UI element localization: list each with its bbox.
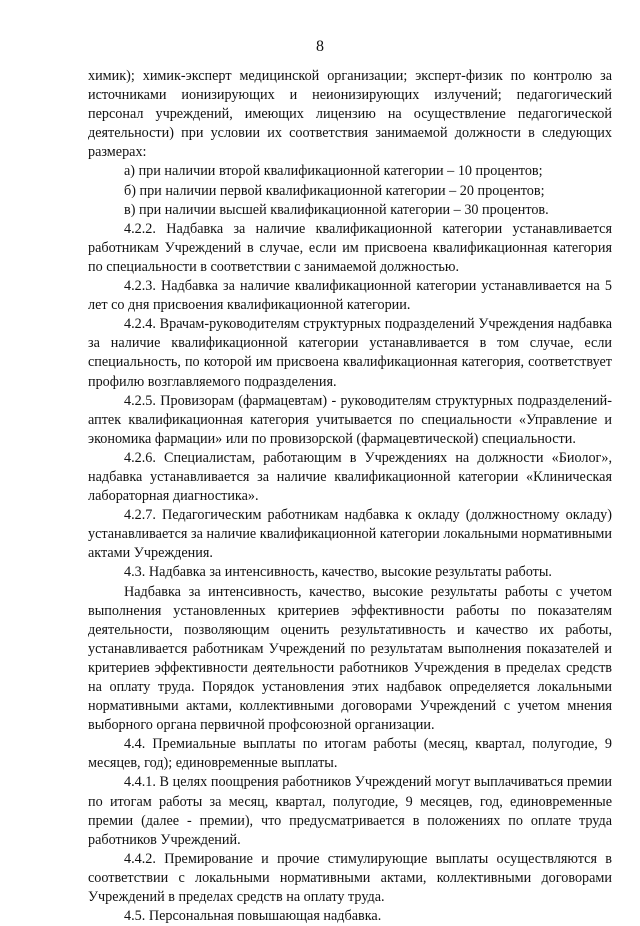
paragraph: 4.2.3. Надбавка за наличие квалификационной категории устанавливается на 5 лет со дня присвоения квалификационной категории. — [88, 278, 612, 314]
paragraph: 4.3. Надбавка за интенсивность, качество, высокие результаты работы. — [124, 564, 552, 581]
paragraph: в) при наличии высшей квалификационной категории – 30 процентов. — [124, 201, 549, 218]
paragraph: химик); химик-эксперт медицинской организации; эксперт-физик по контролю за источниками ионизирующих и неионизирующих излучений; педагогический персонал учреждений, имеющих лицензию на осуществление педагогической деятельности) при условии их соответствия занимаемой должности в следующих размерах: — [88, 68, 612, 161]
paragraph: Надбавка за интенсивность, качество, высокие результаты работы с учетом выполнения установленных критериев эффективности работы по показателям деятельности, позволяющим оценить результативность и качество их работы, устанавливается работникам Учреждений по результатам выполнения показателей и критериев эффективности деятельности работников Учреждения в пределах средств на оплату труда. Порядок установления этих надбавок определяется локальными нормативными актами, коллективными договорами Учреждений с учетом мнения выборного органа первичной профсоюзной организации. — [88, 583, 612, 734]
paragraph: б) при наличии первой квалификационной категории – 20 процентов; — [124, 182, 545, 199]
paragraph: 4.2.6. Специалистам, работающим в Учреждениях на должности «Биолог», надбавка устанавливается за наличие квалификационной категории «Клиническая лабораторная диагностика». — [88, 449, 612, 505]
paragraph: 4.2.4. Врачам-руководителям структурных подразделений Учреждения надбавка за наличие квалификационной категории устанавливается в том случае, если специальность, по которой им присвоена квалификационная категория, соответствует профилю возглавляемого подразделения. — [88, 316, 612, 390]
paragraph: 4.5. Персональная повышающая надбавка. — [124, 908, 382, 925]
paragraph: 4.2.5. Провизорам (фармацевтам) - руководителям структурных подразделений-аптек квалификационная категория учитывается по специальности «Управление и экономика фармации» или по провизорской (фармацевтической) специальности. — [88, 392, 612, 447]
paragraph: 4.4. Премиальные выплаты по итогам работы (месяц, квартал, полугодие, 9 месяцев, год); единовременные выплаты. — [88, 736, 612, 772]
paragraph: 4.2.2. Надбавка за наличие квалификационной категории устанавливается работникам Учреждений в случае, если им присвоена квалификационная категория по специальности в соответствии с занимаемой должностью. — [88, 220, 612, 275]
paragraph: 4.2.7. Педагогическим работникам надбавка к окладу (должностному окладу) устанавливается за наличие квалификационной категории локальными нормативными актами Учреждения. — [88, 507, 612, 562]
document-body — [88, 67, 612, 926]
paragraph: 4.4.2. Премирование и прочие стимулирующие выплаты осуществляются в соответствии с локальными нормативными актами, коллективными договорами Учреждений в пределах средств на оплату труда. — [88, 850, 612, 906]
page-number: 8 — [316, 38, 324, 55]
paragraph: 4.4.1. В целях поощрения работников Учреждений могут выплачиваться премии по итогам работы за месяц, квартал, полугодие, 9 месяцев, год, единовременные премии (далее - премии), что предусматривается в положениях по оплате труда работников Учреждений. — [88, 774, 612, 848]
paragraph: а) при наличии второй квалификационной категории – 10 процентов; — [124, 163, 543, 180]
